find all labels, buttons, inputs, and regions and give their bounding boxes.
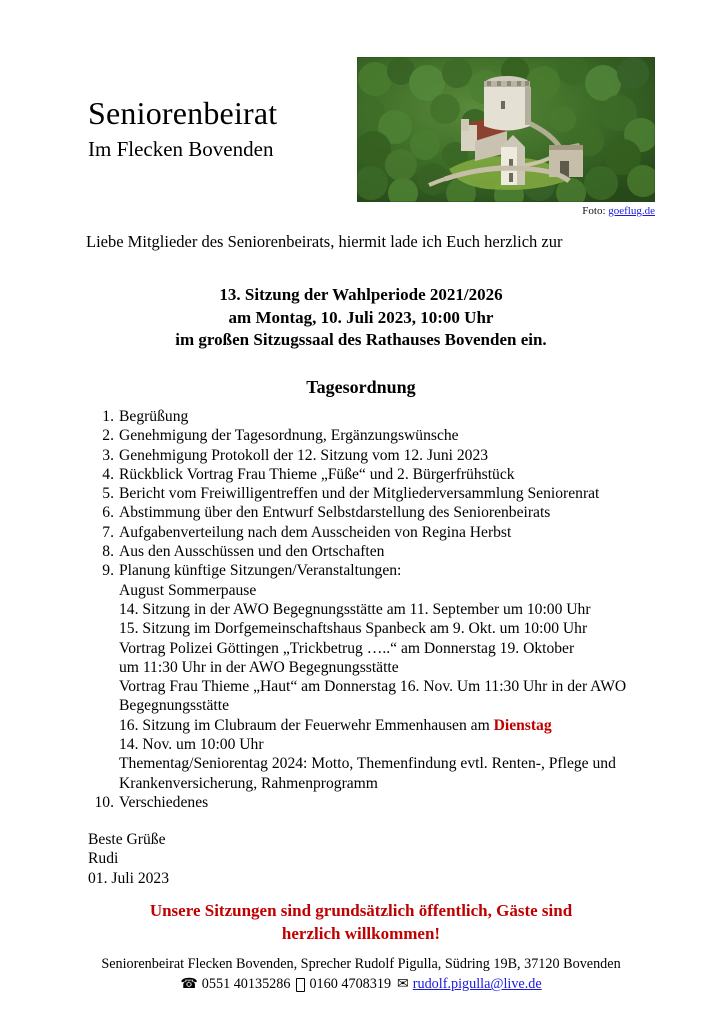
phone-icon: ☎ [180, 977, 198, 992]
meeting-line-session: 13. Sitzung der Wahlperiode 2021/2026 [219, 285, 503, 304]
document-footer [0, 954, 722, 994]
agenda-item-10 [88, 793, 658, 812]
photo-caption [357, 204, 655, 218]
agenda-item-number: 7. [102, 523, 114, 541]
sub-item-thementag: Thementag/Seniorentag 2024: Motto, Themenfindung evtl. Renten-, Pflege und Krankenversicherung, Rahmenprogramm [119, 755, 616, 792]
castle-aerial-photo [357, 57, 655, 202]
agenda-item-label: Verschiedenes [119, 793, 209, 811]
footer-address: Seniorenbeirat Flecken Bovenden, Sprecher Rudolf Pigulla, Südring 19B, 37120 Bovenden [101, 956, 621, 972]
agenda-item-label: Genehmigung der Tagesordnung, Ergänzungswünsche [119, 427, 459, 445]
sub-item-lecture-police: Vortrag Polizei Göttingen „Trickbetrug …..“ am Donnerstag 19. Oktober [119, 639, 575, 657]
public-notice [0, 899, 722, 945]
sub-item-lecture-thieme: Vortrag Frau Thieme „Haut“ am Donnerstag 16. Nov. Um 11:30 Uhr in der AWO Begegnungsstätte [119, 678, 627, 715]
castle-photo-graphic [357, 57, 655, 202]
agenda-item-2 [88, 426, 658, 445]
meeting-details [0, 284, 722, 352]
agenda-item-label: Aufgabenverteilung nach dem Ausscheiden von Regina Herbst [119, 523, 512, 541]
document-header [0, 0, 722, 225]
agenda-item-number: 8. [102, 543, 114, 561]
sub-item-lecture-police-time: um 11:30 Uhr in der AWO Begegnungsstätte [119, 658, 399, 676]
agenda-item-number: 2. [102, 427, 114, 445]
agenda-item-3 [88, 446, 658, 465]
agenda-item-number: 9. [102, 562, 114, 580]
meeting-line-datetime: am Montag, 10. Juli 2023, 10:00 Uhr [228, 307, 494, 327]
agenda-item-8 [88, 542, 658, 561]
meeting-line-location: im großen Sitzugssaal des Rathauses Bovenden ein. [175, 330, 547, 349]
sub-item-session-14: 14. Sitzung in der AWO Begegnungsstätte am 11. September um 10:00 Uhr [119, 600, 591, 618]
agenda-item-number: 1. [102, 408, 114, 425]
agenda-item-label: Planung künftige Sitzungen/Veranstaltungen: [119, 562, 402, 580]
envelope-icon: ✉ [397, 977, 409, 992]
phone-number: 0551 40135286 [201, 976, 291, 992]
agenda-item-9 [88, 561, 658, 580]
agenda-item-6 [88, 503, 658, 522]
page-subtitle: Im Flecken Bovenden [88, 137, 274, 161]
agenda-item-label: Aus den Ausschüssen und den Ortschaften [119, 543, 385, 561]
sub-item-session-16-time: 14. Nov. um 10:00 Uhr [119, 736, 264, 754]
highlight-dienstag: Dienstag [493, 716, 552, 734]
sub-item-session-15: 15. Sitzung im Dorfgemeinschaftshaus Spanbeck am 9. Okt. um 10:00 Uhr [119, 620, 588, 638]
closing-greeting: Beste Grüße [88, 831, 166, 848]
page-title: Seniorenbeirat [88, 95, 278, 131]
agenda-item-label: Bericht vom Freiwilligentreffen und der Mitgliederversammlung Seniorenrat [119, 485, 600, 503]
title-block [88, 95, 277, 162]
agenda-item-number: 4. [102, 465, 114, 483]
closing-signature: Rudi [88, 850, 119, 868]
email-contact [397, 974, 542, 994]
agenda-item-4 [88, 465, 658, 484]
notice-line-2: herzlich willkommen! [281, 924, 441, 943]
agenda-item-1 [88, 407, 658, 426]
sub-item-summer-break: August Sommerpause [119, 581, 257, 599]
agenda-item-9-sublist [119, 581, 658, 793]
agenda-item-label: Abstimmung über den Entwurf Selbstdarstellung des Seniorenbeirats [119, 504, 551, 522]
agenda-item-number: 3. [102, 446, 114, 464]
sub-item-session-16-text: 16. Sitzung im Clubraum der Feuerwehr Emmenhausen am [119, 716, 494, 734]
agenda-item-7 [88, 523, 658, 542]
agenda-item-label: Genehmigung Protokoll der 12. Sitzung vom 12. Juni 2023 [119, 446, 489, 464]
agenda-item-number: 6. [102, 504, 114, 522]
agenda-item-label: Rückblick Vortrag Frau Thieme „Füße“ und 2. Bürgerfrühstück [119, 465, 515, 483]
agenda-heading: Tagesordnung [306, 377, 416, 397]
mobile-number: 0160 4708319 [309, 976, 392, 992]
closing-date: 01. Juli 2023 [88, 869, 170, 887]
header-photo-block [357, 57, 655, 217]
notice-line-1: Unsere Sitzungen sind grundsätzlich öffentlich, Gäste sind [149, 901, 573, 920]
mobile-contact [296, 974, 391, 994]
sub-item-session-16 [119, 716, 658, 735]
mobile-phone-icon [296, 978, 305, 992]
agenda-list [88, 407, 658, 812]
agenda-item-number: 5. [102, 485, 114, 503]
footer-contact-row [0, 974, 722, 994]
closing-block [88, 830, 169, 888]
email-link[interactable]: rudolf.pigulla@live.de [412, 976, 542, 992]
photo-credit-link[interactable]: goeflug.de [608, 205, 655, 217]
agenda-item-label: Begrüßung [119, 408, 189, 425]
phone-contact [180, 974, 290, 994]
photo-caption-prefix: Foto: [582, 205, 606, 217]
intro-paragraph: Liebe Mitglieder des Seniorenbeirats, hiermit lade ich Euch herzlich zur [86, 232, 563, 251]
agenda-item-5 [88, 484, 658, 503]
agenda-item-number: 10. [94, 793, 114, 811]
